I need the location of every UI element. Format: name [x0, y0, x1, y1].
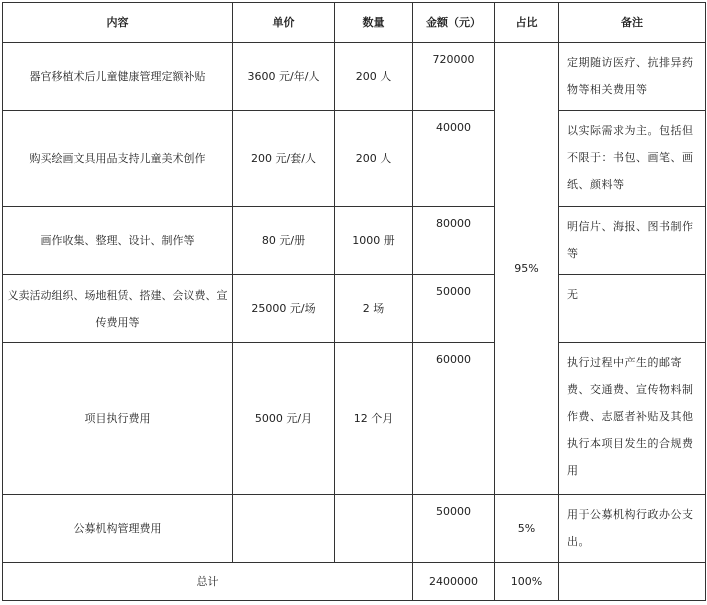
- row-quantity: 200 人: [335, 111, 413, 207]
- row-quantity: 2 场: [335, 275, 413, 343]
- row-content: 器官移植术后儿童健康管理定额补贴: [3, 43, 233, 111]
- row-remark: 明信片、海报、图书制作等: [559, 207, 706, 275]
- row-unit-price: 3600 元/年/人: [233, 43, 335, 111]
- row-content: 义卖活动组织、场地租赁、搭建、会议费、宣传费用等: [3, 275, 233, 343]
- table-row: [3, 343, 706, 495]
- row-unit-price: 5000 元/月: [233, 343, 335, 495]
- row-quantity: 12 个月: [335, 343, 413, 495]
- table-row: [3, 207, 706, 275]
- row-remark: 以实际需求为主。包括但不限于：书包、画笔、画纸、颜料等: [559, 111, 706, 207]
- row-amount: 720000: [413, 43, 495, 111]
- total-ratio: 100%: [495, 563, 559, 601]
- row-quantity: [335, 495, 413, 563]
- budget-table: [2, 2, 706, 601]
- total-label: 总计: [3, 563, 413, 601]
- table-row: [3, 275, 706, 343]
- row-unit-price: [233, 495, 335, 563]
- ratio-admin: 5%: [495, 495, 559, 563]
- row-content: 画作收集、整理、设计、制作等: [3, 207, 233, 275]
- row-content: 公募机构管理费用: [3, 495, 233, 563]
- row-remark: 无: [559, 275, 706, 343]
- ratio-main: 95%: [495, 43, 559, 495]
- row-amount: 80000: [413, 207, 495, 275]
- row-content: 购买绘画文具用品支持儿童美术创作: [3, 111, 233, 207]
- header-unit-price: 单价: [233, 3, 335, 43]
- row-unit-price: 200 元/套/人: [233, 111, 335, 207]
- row-amount: 50000: [413, 495, 495, 563]
- row-amount: 50000: [413, 275, 495, 343]
- header-remark: 备注: [559, 3, 706, 43]
- header-row: [3, 3, 706, 43]
- row-unit-price: 80 元/册: [233, 207, 335, 275]
- row-remark: 用于公募机构行政办公支出。: [559, 495, 706, 563]
- total-row: [3, 563, 706, 601]
- header-content: 内容: [3, 3, 233, 43]
- total-remark: [559, 563, 706, 601]
- row-quantity: 1000 册: [335, 207, 413, 275]
- header-amount: 金额（元）: [413, 3, 495, 43]
- table-row: [3, 111, 706, 207]
- row-amount: 60000: [413, 343, 495, 495]
- row-remark: 执行过程中产生的邮寄费、交通费、宣传物料制作费、志愿者补贴及其他执行本项目发生的合规费用: [559, 343, 706, 495]
- row-content: 项目执行费用: [3, 343, 233, 495]
- row-quantity: 200 人: [335, 43, 413, 111]
- table-row: [3, 43, 706, 111]
- table-row: [3, 495, 706, 563]
- header-ratio: 占比: [495, 3, 559, 43]
- header-quantity: 数量: [335, 3, 413, 43]
- row-amount: 40000: [413, 111, 495, 207]
- row-unit-price: 25000 元/场: [233, 275, 335, 343]
- total-amount: 2400000: [413, 563, 495, 601]
- row-remark: 定期随访医疗、抗排异药物等相关费用等: [559, 43, 706, 111]
